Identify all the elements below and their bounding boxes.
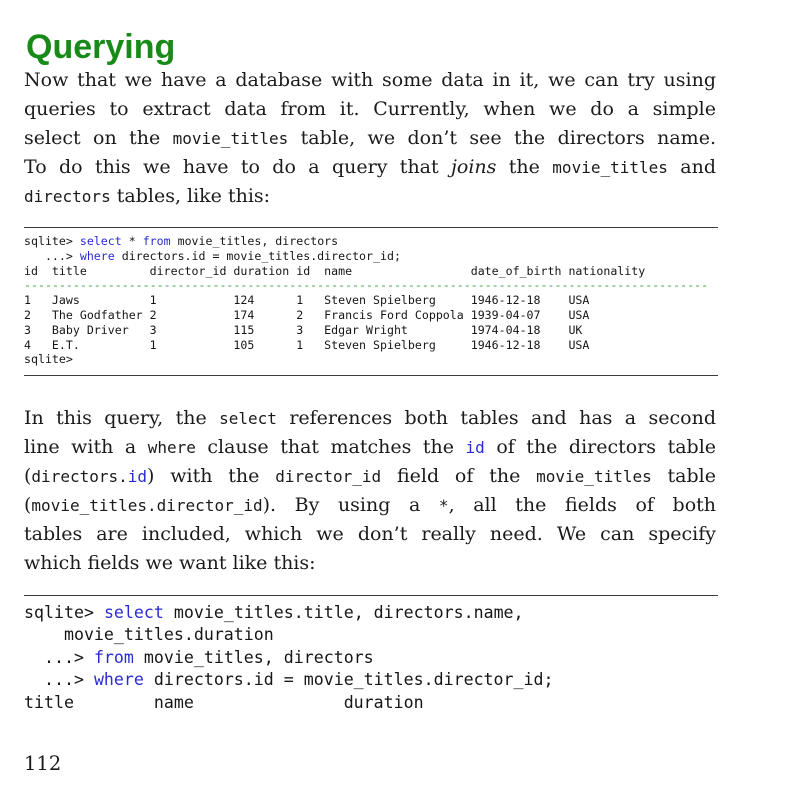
sql-keyword: where [79, 248, 115, 263]
text-segment: * [438, 496, 449, 515]
text-segment: ). By using a [262, 494, 439, 516]
text-line [24, 95, 716, 124]
text-segment: the [496, 156, 553, 178]
text-segment: joins [451, 156, 497, 178]
text-line [24, 491, 716, 520]
text-segment: select [219, 409, 277, 428]
text-segment: directors. [31, 467, 128, 486]
text-segment: id title director_id duration id name date_of_birth nationality [24, 263, 646, 278]
text-segment: sqlite> [24, 234, 80, 248]
text-segment: sqlite> [24, 603, 104, 622]
text-segment: movie_titles.title, directors.name, [163, 603, 524, 622]
code-line [24, 692, 718, 714]
text-segment: movie_titles [552, 158, 668, 177]
text-segment: line with a [24, 436, 148, 458]
code-line [24, 647, 718, 669]
text-segment: movie_titles.director_id [31, 496, 263, 515]
text-segment: field of the [381, 465, 537, 487]
sql-code-block-select-fields [24, 595, 718, 714]
text-segment: directors [24, 187, 111, 206]
text-segment: movie_titles, directors [170, 234, 339, 248]
text-segment: ) with the [147, 465, 276, 487]
text-segment: sqlite> [24, 352, 73, 367]
text-segment: In this query, the [24, 407, 220, 429]
text-segment: 3 Baby Driver 3 115 3 Edgar Wright 1974-04-18 UK [24, 322, 583, 337]
code-line [24, 264, 718, 279]
page-title: Querying [26, 27, 176, 66]
text-segment: 2 The Godfather 2 174 2 Francis Ford Coppola 1939-04-07 USA [24, 307, 590, 322]
text-segment: Now that we have a database with some data in it, we can try using [24, 69, 716, 91]
text-segment: tables, like this: [110, 185, 271, 207]
text-segment: ...> [24, 670, 94, 690]
text-line [24, 66, 716, 95]
text-segment: title name duration [24, 692, 424, 712]
code-line [24, 249, 718, 264]
sql-keyword: select [79, 234, 122, 248]
code-line [24, 338, 718, 353]
code-line [24, 308, 718, 323]
text-segment: To do this we have to do a query that [24, 156, 452, 178]
text-segment: director_id [275, 467, 382, 486]
text-segment: movie_titles, directors [133, 647, 374, 667]
paragraph-intro [24, 66, 716, 211]
text-segment: ...> [24, 647, 94, 667]
sql-code-block-join-query [24, 227, 718, 376]
text-segment: which fields we want like this: [24, 552, 316, 574]
text-segment: tables are included, which we don’t really need. We can specify [24, 523, 716, 545]
text-line [24, 433, 716, 462]
text-segment: directors.id = movie_titles.director_id; [143, 670, 554, 690]
text-segment: movie_titles.duration [24, 625, 274, 645]
text-segment: movie_titles [536, 467, 652, 486]
text-line [24, 404, 716, 433]
text-segment: ...> [24, 248, 80, 263]
sql-keyword: from [93, 647, 134, 667]
sql-keyword: id [127, 467, 148, 486]
code-line [24, 293, 718, 308]
text-line [24, 520, 716, 549]
text-line [24, 124, 716, 153]
text-segment: references both tables and has a second [276, 407, 717, 429]
text-line [24, 462, 716, 491]
text-segment: table, we don’t see the directors name. [288, 127, 716, 149]
sql-keyword: id [465, 438, 485, 457]
text-segment: ( [24, 465, 32, 487]
sql-keyword: where [93, 670, 144, 690]
sql-keyword: select [103, 603, 164, 622]
text-segment: clause that matches the [195, 436, 466, 458]
code-line [24, 323, 718, 338]
text-segment: table [651, 465, 716, 487]
text-segment: * [121, 234, 143, 248]
code-line [24, 602, 718, 624]
text-line [24, 153, 716, 182]
sql-keyword: from [142, 234, 171, 248]
text-segment: directors.id = movie_titles.director_id; [114, 248, 401, 263]
text-segment: select on the [24, 127, 173, 149]
code-line [24, 624, 718, 646]
text-segment: queries to extract data from it. Currently, when we do a simple [24, 98, 716, 120]
code-line [24, 278, 718, 293]
code-line [24, 352, 718, 367]
text-segment: and [667, 156, 716, 178]
text-segment: ( [24, 494, 32, 516]
text-segment: of the directors table [484, 436, 717, 458]
text-segment: , all the fields of both [448, 494, 717, 516]
text-segment: 4 E.T. 1 105 1 Steven Spielberg 1946-12-18 USA [24, 337, 590, 352]
page-number: 112 [24, 752, 62, 775]
paragraph-explanation [24, 404, 716, 578]
text-line [24, 549, 716, 578]
text-line [24, 182, 716, 211]
code-line [24, 234, 718, 249]
code-line [24, 669, 718, 691]
text-segment: movie_titles [172, 129, 289, 148]
text-segment: where [147, 438, 196, 457]
result-separator: -------------------------------------------------------------------------------------------------- [24, 278, 709, 293]
text-segment: 1 Jaws 1 124 1 Steven Spielberg 1946-12-18 USA [24, 293, 590, 308]
